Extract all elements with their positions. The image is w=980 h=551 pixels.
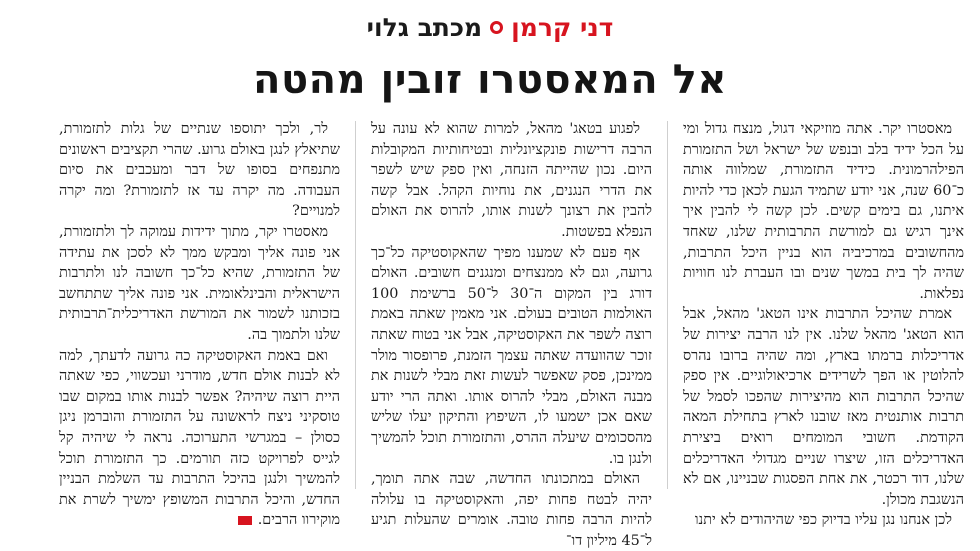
paragraph: מאסטרו יקר. אתה מוזיקאי דגול, מנצח גדול ומי על הכל ידיד בלב ובנפש של ישראל ושל התזמורת הפילהרמונית. כידיד התזמורת, שמלווה אותה כ־60 שנה, אני יודע שתמיד הגעת לכאן כדי להיות איתנו, גם בימים קשים. לכן קשה לי להבין איך אינך רגיש גם למורשת התרבותית שלנו, שאחד מהחשובים במרכיביה הוא בניין היכל התרבות, שהיה לך בית במשך שנים ובו העברת לנו חוויות נפלאות. [683, 121, 964, 302]
end-mark-icon [238, 516, 252, 525]
section-label: מכתב גלוי [366, 12, 483, 42]
kicker [0, 8, 980, 46]
text-column-1 [683, 119, 964, 529]
paragraph: לפגוע בטאג' מהאל, למרות שהוא לא עונה על הרבה דרישות פונקציונליות ובטיחותיות המקובלות היום. נכון שהייתה הזנחה, ואין ספק שיש לשפר את הדרי הנגנים, את נוחיות הקהל. אבל קשה להבין את רצונך לשנות אותו, להרוס את האולם הנפלא בפשטות. [371, 121, 652, 240]
article-headline: אל המאסטרו זובין מהטה [252, 57, 728, 103]
text-column-2 [371, 119, 653, 549]
circle-bullet-icon [490, 21, 503, 34]
paragraph: אמרת שהיכל התרבות אינו הטאג' מהאל, אבל הוא הטאג' מהאל שלנו. אין לנו הרבה יצירות של אדריכלות ברמתו בארץ, ומה שהיה ברובו נהרס להלוטין או הפך לשרידים ארכיאולוגיים. אין ספק שהיכל התרבות הוא מהיצירות שהפכו לסמל של תרבות אותנטית מאז שובנו לארץ בתחילת המאה הקודמת. חשובי המומחים רואים ביצירת האדריכלים הזו, שיצרו שניים מגדולי האדריכלים שלנו, דוד רכטר, את אחת הפסגות שבניינו, אם לא הנשגבת מכולן. [683, 306, 964, 508]
paragraph: מאסטרו יקר, מתוך ידידות עמוקה לך ולתזמורת, אני פונה אליך ומבקש ממך לא לסכן את עתידה של התזמורת, שהיא כל־כך חשובה לנו ולתרבות הישראלית והבינלאומית. אני פונה אליך שתתחשב בזכותנו לשמור את המורשת האדריכלית־תרבותית שלנו ולתמוך בה. [59, 223, 340, 343]
paragraph [59, 346, 340, 531]
paragraph: לכן אנחנו נגן עליו בדיוק כפי שהיהודים לא יתנו [694, 512, 952, 529]
text-column-3 [59, 119, 340, 529]
author-name: דני קרמן [511, 12, 614, 42]
column-divider [355, 121, 356, 489]
paragraph: האולם במתכונתו החדשה, שבה אתה תומך, יהיה לבטח פחות יפה, והאקוסטיקה בו עלולה להיות הרבה פחות טובה. אומרים שהעלות תגיע ל־45 מיליון דו־ [371, 471, 652, 549]
column-divider [667, 121, 668, 489]
paragraph: לר, ולכך יתוספו שנתיים של גלות לתזמורת, שתיאלץ לנגן באולם גרוע. שהרי תקציבים ראשונים מתנפחים בסופו של דבר ומעכבים את סיום העבודה. מה יקרה עד אז לתזמורת? ומה יקרה למנויים? [59, 121, 340, 220]
paragraph: אף פעם לא שמענו מפיך שהאקוסטיקה כל־כך גרועה, וגם לא ממנצחים ומנגנים חשובים. האולם דורג בין המקום ה־30 ל־50 ברשימת 100 האולמות הטובים בעולם. אני מאמין שאתה באמת רוצה לשפר את האקוסטיקה, אבל אני בטוח שאתה זוכר שהוועדה שאתה עצמך הזמנת, פרופסור מולר ממינכן, פסק שאפשר לעשות זאת מבלי לשנות את מבנה האולם, מבלי להרוס אותו. ואתה הרי יודע שאם אכן ישמעו לו, השיפוץ והתיקון יעלו שליש מהסכומים שיעלה ההרס, והתזמורת תוכל להמשיך ולנגן בו. [371, 244, 653, 467]
paragraph-text: ואם באמת האקוסטיקה כה גרועה לדעתך, למה לא לבנות אולם חדש, מודרני ועכשווי, כפי שאתה היית רוצה שיהיה? אפשר לבנות אותו במקום שבו טוסקיני ניצח לראשונה על התזמורת והוברמן ניגן כסולן – במגרשי התערוכה. נראה לי שיהיה קל לגייס לפרויקט כזה תורמים. כך התזמורת תוכל להמשיך ולנגן בהיכל התרבות עד השלמת הבניין החדש, והיכל התרבות המשופץ ימשיך לשרת את מוקירוו הרבים. [59, 347, 340, 529]
article-body [20, 119, 964, 549]
